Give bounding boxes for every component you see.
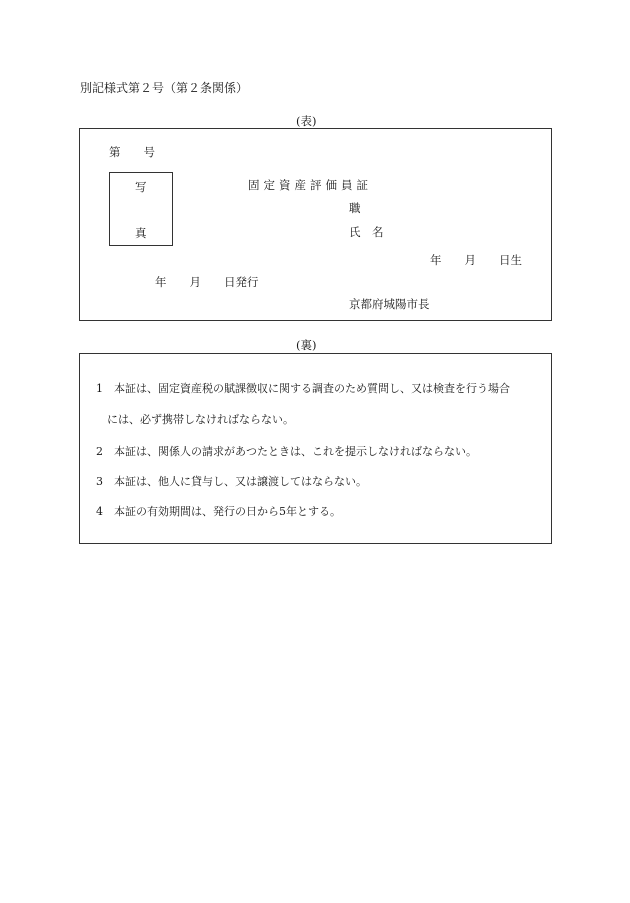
job-label: 職 bbox=[349, 201, 361, 215]
photo-label-bottom: 真 bbox=[135, 226, 147, 240]
birth-date: 年 月 日生 bbox=[430, 253, 522, 267]
issuer: 京都府城陽市長 bbox=[349, 297, 430, 311]
front-caption: (表) bbox=[296, 114, 317, 128]
front-card bbox=[79, 128, 552, 321]
note-item-3: 3 本証は、他人に貸与し、又は譲渡してはならない。 bbox=[96, 475, 367, 488]
back-caption: (裏) bbox=[296, 338, 317, 352]
back-card bbox=[79, 353, 552, 544]
note-item-4: 4 本証の有効期間は、発行の日から5年とする。 bbox=[96, 505, 341, 518]
form-title: 別記様式第２号（第２条関係） bbox=[80, 81, 249, 95]
note-item-1: 1 本証は、固定資産税の賦課徴収に関する調査のため質問し、又は検査を行う場合 bbox=[96, 382, 510, 395]
note-item-1-continued: には、必ず携帯しなければならない。 bbox=[107, 413, 294, 426]
note-item-2: 2 本証は、関係人の請求があつたときは、これを提示しなければならない。 bbox=[96, 445, 477, 458]
issue-date: 年 月 日発行 bbox=[155, 275, 259, 289]
card-title: 固定資産評価員証 bbox=[248, 178, 372, 192]
name-label: 氏 名 bbox=[349, 225, 384, 239]
photo-label-top: 写 bbox=[135, 180, 147, 194]
number-label: 第 号 bbox=[109, 145, 155, 159]
photo-box bbox=[109, 172, 173, 246]
